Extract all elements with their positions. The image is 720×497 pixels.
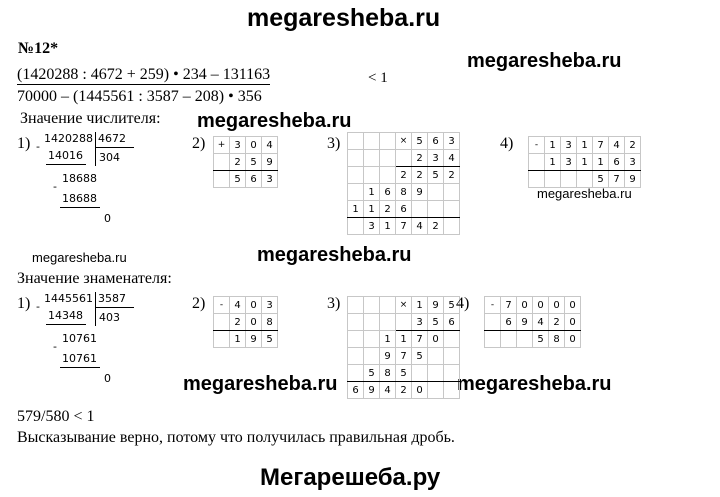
division-bar (95, 292, 96, 326)
grid-cell: 5 (533, 331, 549, 348)
grid-cell: 5 (230, 171, 246, 188)
grid-cell: 5 (396, 365, 412, 382)
grid-cell (428, 201, 444, 218)
denominator-title: Значение знаменателя: (17, 270, 172, 287)
grid-cell (529, 154, 545, 171)
grid-cell: 3 (444, 133, 460, 150)
grid-cell (380, 133, 396, 150)
grid-cell (348, 348, 364, 365)
remainder: 0 (104, 372, 111, 385)
grid-cell (396, 150, 412, 167)
grid-cell (364, 167, 380, 184)
subtrahend-1: 14348 (48, 309, 83, 322)
grid-cell: 1 (396, 331, 412, 348)
grid-cell (428, 365, 444, 382)
grid-cell: 3 (364, 218, 380, 235)
grid-cell: 2 (412, 167, 428, 184)
grid-cell: 1 (348, 201, 364, 218)
den-step4-label: 4) (456, 295, 470, 312)
grid-cell (348, 218, 364, 235)
grid-cell: 2 (396, 382, 412, 399)
grid-cell (428, 348, 444, 365)
num-step3-grid (347, 132, 460, 235)
watermark-bottom-left: megaresheba.ru (183, 373, 338, 395)
grid-cell: 1 (545, 154, 561, 171)
grid-cell: 0 (549, 297, 565, 314)
watermark-bottom-right: megaresheba.ru (457, 373, 612, 395)
grid-cell: 8 (549, 331, 565, 348)
result-line: 579/580 < 1 (17, 408, 95, 425)
grid-cell (364, 331, 380, 348)
grid-cell: 4 (230, 297, 246, 314)
compare-sign: < 1 (368, 70, 388, 86)
grid-cell (485, 314, 501, 331)
grid-cell: 5 (428, 314, 444, 331)
grid-cell: 7 (412, 331, 428, 348)
grid-cell: 5 (444, 297, 460, 314)
grid-cell: 1 (380, 218, 396, 235)
remainder: 0 (104, 212, 111, 225)
grid-cell: 1 (545, 137, 561, 154)
subtrahend-1: 14016 (48, 149, 83, 162)
grid-cell (396, 314, 412, 331)
grid-cell (364, 348, 380, 365)
grid-cell: × (396, 133, 412, 150)
grid-cell: - (485, 297, 501, 314)
grid-cell: 6 (396, 201, 412, 218)
grid-cell: 9 (380, 348, 396, 365)
grid-cell: 5 (412, 348, 428, 365)
grid-cell (348, 150, 364, 167)
den-step3-label: 3) (327, 295, 341, 312)
conclusion-line: Высказывание верно, потому что получилась правильная дробь. (17, 429, 455, 446)
grid-cell: - (214, 297, 230, 314)
grid-cell: 1 (380, 331, 396, 348)
grid-cell (348, 133, 364, 150)
grid-cell (214, 154, 230, 171)
grid-cell: 8 (380, 365, 396, 382)
subtrahend-2: 10761 (62, 352, 97, 365)
den-step4-grid (484, 296, 581, 348)
grid-cell (444, 201, 460, 218)
dividend: 1420288 (44, 132, 93, 145)
watermark-small-left: megaresheba.ru (32, 250, 127, 265)
grid-cell: 1 (230, 331, 246, 348)
grid-cell (348, 184, 364, 201)
grid-cell (412, 365, 428, 382)
grid-cell (364, 297, 380, 314)
grid-cell: 2 (230, 154, 246, 171)
watermark-small-right: megaresheba.ru (537, 186, 632, 201)
grid-cell: 6 (428, 133, 444, 150)
grid-cell: 0 (565, 297, 581, 314)
grid-cell: 6 (609, 154, 625, 171)
grid-cell (529, 171, 545, 188)
grid-cell: 5 (262, 331, 278, 348)
den-step2-grid (213, 296, 278, 348)
grid-cell (364, 314, 380, 331)
grid-cell (412, 201, 428, 218)
grid-cell: 9 (412, 184, 428, 201)
grid-cell: 7 (396, 348, 412, 365)
grid-cell: 2 (428, 218, 444, 235)
grid-cell: 6 (348, 382, 364, 399)
grid-cell: 1 (577, 154, 593, 171)
grid-cell: 7 (609, 171, 625, 188)
minus-sign: - (36, 140, 40, 153)
numerator-title: Значение числителя: (20, 110, 161, 127)
grid-cell (517, 331, 533, 348)
watermark-right: megaresheba.ru (467, 50, 622, 72)
grid-cell: 3 (262, 171, 278, 188)
grid-cell: 5 (593, 171, 609, 188)
watermark-top: megaresheba.ru (247, 4, 441, 32)
grid-cell (214, 314, 230, 331)
grid-cell (348, 167, 364, 184)
grid-cell: 7 (501, 297, 517, 314)
grid-cell: 2 (444, 167, 460, 184)
divisor: 3587 (98, 292, 126, 305)
grid-cell: 7 (396, 218, 412, 235)
grid-cell (444, 365, 460, 382)
grid-cell (444, 331, 460, 348)
grid-cell: 0 (565, 314, 581, 331)
quotient: 304 (99, 151, 120, 164)
denominator-expression: 70000 – (1445561 : 3587 – 208) • 356 (17, 88, 262, 105)
grid-cell (380, 314, 396, 331)
grid-cell: 4 (380, 382, 396, 399)
den-long-division (36, 292, 136, 392)
grid-cell: 8 (396, 184, 412, 201)
grid-cell: 9 (428, 297, 444, 314)
num-step3-label: 3) (327, 135, 341, 152)
minus-sign: - (53, 340, 57, 353)
num-step2-grid (213, 136, 278, 188)
grid-cell: 9 (364, 382, 380, 399)
grid-cell: 6 (380, 184, 396, 201)
numerator-expression: (1420288 : 4672 + 259) • 234 – 131163 (17, 66, 271, 83)
grid-cell: 2 (230, 314, 246, 331)
grid-cell: 0 (565, 331, 581, 348)
grid-cell: 2 (549, 314, 565, 331)
divisor: 4672 (98, 132, 126, 145)
watermark-inline: megaresheba.ru (197, 110, 352, 132)
grid-cell: × (396, 297, 412, 314)
num-step2-label: 2) (192, 135, 206, 152)
grid-cell: 2 (412, 150, 428, 167)
grid-cell: 2 (625, 137, 641, 154)
grid-cell: 5 (412, 133, 428, 150)
subtrahend-2: 18688 (62, 192, 97, 205)
sub2-underline (60, 207, 100, 208)
grid-cell (214, 331, 230, 348)
grid-cell (545, 171, 561, 188)
grid-cell: 9 (625, 171, 641, 188)
grid-cell (380, 150, 396, 167)
grid-cell: 3 (625, 154, 641, 171)
grid-cell: 3 (412, 314, 428, 331)
grid-cell: 6 (246, 171, 262, 188)
den-step3-grid (347, 296, 460, 399)
grid-cell: 0 (246, 137, 262, 154)
divisor-underline (96, 307, 134, 308)
grid-cell: 3 (262, 297, 278, 314)
footer-watermark: Мегарешеба.ру (260, 464, 441, 491)
grid-cell: 4 (609, 137, 625, 154)
minus-sign: - (36, 300, 40, 313)
grid-cell (214, 171, 230, 188)
grid-cell (444, 382, 460, 399)
grid-cell: 9 (246, 331, 262, 348)
grid-cell: 1 (593, 154, 609, 171)
grid-cell: 3 (561, 137, 577, 154)
grid-cell: 2 (380, 201, 396, 218)
grid-cell: 4 (533, 314, 549, 331)
grid-cell: 7 (593, 137, 609, 154)
grid-cell: 5 (428, 167, 444, 184)
grid-cell: 0 (428, 331, 444, 348)
grid-cell (380, 297, 396, 314)
grid-cell: + (214, 137, 230, 154)
grid-cell: 5 (246, 154, 262, 171)
quotient: 403 (99, 311, 120, 324)
grid-cell: 4 (262, 137, 278, 154)
grid-cell: 1 (412, 297, 428, 314)
grid-cell (501, 331, 517, 348)
grid-cell (561, 171, 577, 188)
grid-cell: 1 (364, 201, 380, 218)
partial-dividend: 18688 (62, 172, 97, 185)
grid-cell (348, 365, 364, 382)
num-step4-label: 4) (500, 135, 514, 152)
grid-cell: 3 (230, 137, 246, 154)
grid-cell: 8 (262, 314, 278, 331)
grid-cell (428, 382, 444, 399)
partial-dividend: 10761 (62, 332, 97, 345)
grid-cell (485, 331, 501, 348)
dividend: 1445561 (44, 292, 93, 305)
grid-cell: 1 (577, 137, 593, 154)
grid-cell: 0 (246, 314, 262, 331)
watermark-center: megaresheba.ru (257, 244, 412, 266)
division-bar (95, 132, 96, 166)
grid-cell: 2 (396, 167, 412, 184)
grid-cell (348, 331, 364, 348)
grid-cell: 1 (364, 184, 380, 201)
grid-cell (380, 167, 396, 184)
grid-cell: 0 (412, 382, 428, 399)
minus-sign: - (53, 180, 57, 193)
grid-cell (428, 184, 444, 201)
grid-cell (577, 171, 593, 188)
grid-cell (348, 297, 364, 314)
sub2-underline (60, 367, 100, 368)
grid-cell: 9 (262, 154, 278, 171)
grid-cell: - (529, 137, 545, 154)
task-number: №12* (18, 40, 59, 57)
grid-cell: 9 (517, 314, 533, 331)
grid-cell (444, 184, 460, 201)
grid-cell: 3 (428, 150, 444, 167)
grid-cell (444, 348, 460, 365)
num-step1-label: 1) (17, 135, 31, 152)
sub1-underline (46, 164, 86, 165)
grid-cell: 6 (444, 314, 460, 331)
grid-cell: 0 (246, 297, 262, 314)
grid-cell (364, 150, 380, 167)
num-step4-grid (528, 136, 641, 188)
grid-cell: 6 (501, 314, 517, 331)
den-step2-label: 2) (192, 295, 206, 312)
grid-cell: 3 (561, 154, 577, 171)
grid-cell: 0 (517, 297, 533, 314)
grid-cell: 4 (444, 150, 460, 167)
sub1-underline (46, 324, 86, 325)
grid-cell: 4 (412, 218, 428, 235)
den-step1-label: 1) (17, 295, 31, 312)
grid-cell (348, 314, 364, 331)
grid-cell (444, 218, 460, 235)
grid-cell: 0 (533, 297, 549, 314)
divisor-underline (96, 147, 134, 148)
grid-cell (364, 133, 380, 150)
num-long-division (36, 132, 136, 232)
grid-cell: 5 (364, 365, 380, 382)
